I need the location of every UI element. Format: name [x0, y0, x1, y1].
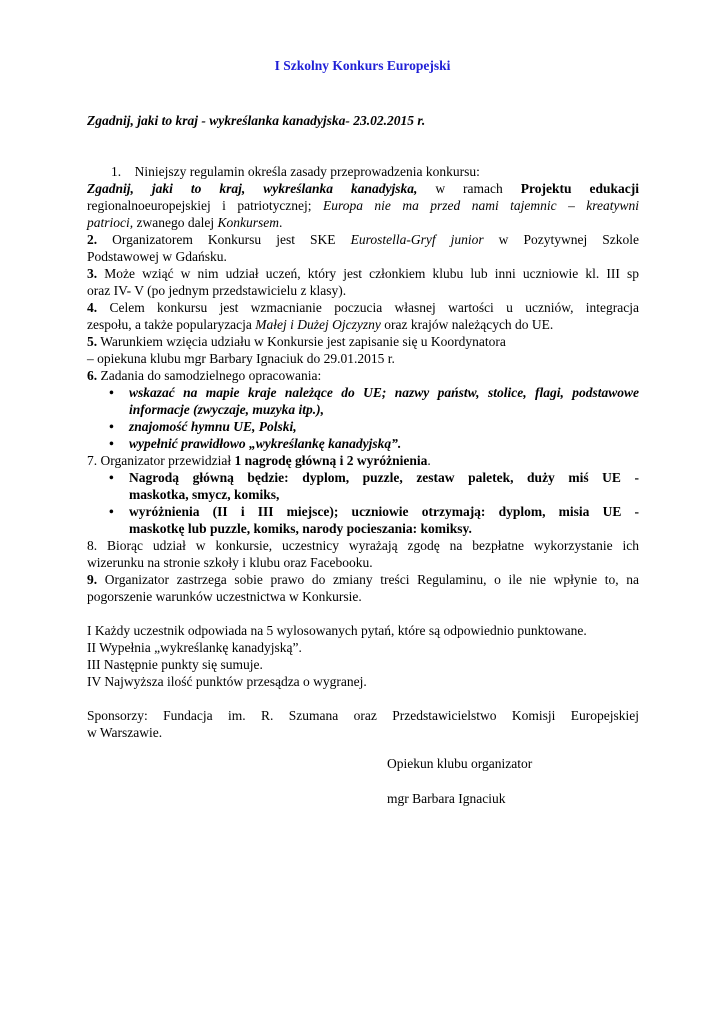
- konkurs-term: Konkursem: [217, 215, 279, 230]
- text-span: Organizator zastrzega sobie prawo do zmiany treści Regulaminu, o ile nie wpłynie to, na: [97, 572, 639, 587]
- document-title: I Szkolny Konkurs Europejski: [274, 58, 451, 73]
- sponsors-line: Sponsorzy: Fundacja im. R. Szumana oraz Przedstawicielstwo Komisji Europejskiej: [87, 708, 639, 723]
- point-5-line-2: – opiekuna klubu mgr Barbary Ignaciuk do 29.01.2015 r.: [87, 351, 395, 366]
- point-1-line-2: [87, 180, 639, 197]
- tasks-list: [87, 384, 639, 452]
- point-6-number: 6.: [87, 368, 98, 383]
- task-item: • wypełnić prawidłowo „wykreślankę kanadyjską”.: [87, 435, 639, 452]
- text-span: • wyróżnienia (II i III miejsce); uczniowie otrzymają: dyplom, misia UE -: [129, 504, 639, 519]
- point-3-line-2: oraz IV- V (po jednym przedstawicielu z klasy).: [87, 283, 347, 298]
- signature-name: mgr Barbara Ignaciuk: [387, 791, 506, 806]
- text-span: .: [427, 453, 431, 468]
- spacer: [87, 605, 639, 622]
- point-2-line-2: Podstawowej w Gdańsku.: [87, 249, 227, 264]
- text-span: regionalnoeuropejskiej i patriotycznej;: [87, 198, 323, 213]
- rule-item: IV Najwyższa ilość punktów przesądza o wygranej.: [87, 674, 367, 689]
- point-7: [87, 452, 639, 469]
- point-1-line-3: [87, 197, 639, 214]
- homeland-phrase: Małej i Dużej Ojczyzny: [255, 317, 381, 332]
- text-span: zespołu, a także popularyzacja: [87, 317, 256, 332]
- text-span: Może wziąć w nim udział uczeń, który jest członkiem klubu lub inni uczniowie kl. III sp: [97, 266, 639, 281]
- point-1-text: Niniejszy regulamin określa zasady przeprowadzenia konkursu:: [134, 164, 480, 179]
- rule-item: III Następnie punkty się sumuje.: [87, 657, 263, 672]
- text-span: .: [278, 215, 283, 230]
- text-span: Zadania do samodzielnego opracowania:: [97, 368, 322, 383]
- point-5-number: 5.: [87, 334, 98, 349]
- text-span: • wskazać na mapie kraje należące do UE; nazwy państw, stolice, flagi, podstawowe: [129, 385, 639, 400]
- project-name: Projektu edukacji: [520, 181, 639, 196]
- prize-item: [87, 469, 639, 503]
- text-span: zwanego dalej: [133, 215, 218, 230]
- rule-item: I Każdy uczestnik odpowiada na 5 wylosowanych pytań, które są odpowiednio punktowane.: [87, 623, 587, 638]
- point-1-number: 1.: [111, 164, 122, 179]
- point-9: [87, 571, 639, 588]
- prizes-summary: 1 nagrodę główną i 2 wyróżnienia: [234, 453, 428, 468]
- text-span: Celem konkursu jest wzmacnianie poczucia własnej wartości u uczniów, integracja: [97, 300, 639, 315]
- point-1-intro: [87, 163, 639, 180]
- text-span: informacje (zwyczaje, muzyka itp.),: [129, 402, 324, 417]
- point-5: [87, 333, 639, 350]
- point-4-number: 4.: [87, 300, 98, 315]
- text-span: w Pozytywnej Szkole: [483, 232, 639, 247]
- point-9-line-2: pogorszenie warunków uczestnictwa w Konkursie.: [87, 589, 362, 604]
- point-2-number: 2.: [87, 232, 98, 247]
- point-9-number: 9.: [87, 572, 98, 587]
- text-span: maskotkę lub puzzle, komiks, narody pocieszania: komiksy.: [129, 521, 472, 536]
- prizes-list: [87, 469, 639, 537]
- point-1-line-4: [87, 214, 639, 231]
- prize-item: [87, 503, 639, 537]
- point-2: [87, 231, 639, 248]
- point-8-line-2: wizerunku na stronie szkoły i klubu oraz Facebooku.: [87, 555, 373, 570]
- document-subtitle: Zgadnij, jaki to kraj - wykreślanka kanadyjska- 23.02.2015 r.: [87, 113, 426, 128]
- project-slogan: Europa nie ma przed nami tajemnic – kreatywni: [322, 198, 639, 213]
- text-span: w ramach: [417, 181, 521, 196]
- point-4: [87, 299, 639, 316]
- point-8: 8. Biorąc udział w konkursie, uczestnicy wyrażają zgodę na bezpłatne wykorzystanie ich: [87, 538, 639, 553]
- point-3-number: 3.: [87, 266, 98, 281]
- text-span: Organizatorem Konkursu jest SKE: [97, 232, 351, 247]
- point-4-line-2: [87, 316, 639, 333]
- text-span: maskotka, smycz, komiks,: [129, 487, 280, 502]
- sponsors-line-2: w Warszawie.: [87, 725, 163, 740]
- rule-item: II Wypełnia „wykreślankę kanadyjską”.: [87, 640, 302, 655]
- regulations-body: [87, 163, 639, 741]
- point-6: [87, 367, 639, 384]
- spacer: [87, 690, 639, 707]
- signature-role: Opiekun klubu organizator: [387, 756, 533, 771]
- project-slogan-end: patrioci,: [87, 215, 134, 230]
- text-span: • Nagrodą główną będzie: dyplom, puzzle, zestaw paletek, duży miś UE -: [129, 470, 639, 485]
- organizer-name: Eurostella-Gryf junior: [350, 232, 484, 247]
- point-3: [87, 265, 639, 282]
- task-item: • znajomość hymnu UE, Polski,: [87, 418, 639, 435]
- text-span: 7. Organizator przewidział: [87, 453, 235, 468]
- text-span: Warunkiem wzięcia udziału w Konkursie jest zapisanie się u Koordynatora: [97, 334, 506, 349]
- text-span: oraz krajów należących do UE.: [380, 317, 554, 332]
- task-item: [87, 384, 639, 418]
- contest-name: Zgadnij, jaki to kraj, wykreślanka kanadyjska,: [87, 181, 418, 196]
